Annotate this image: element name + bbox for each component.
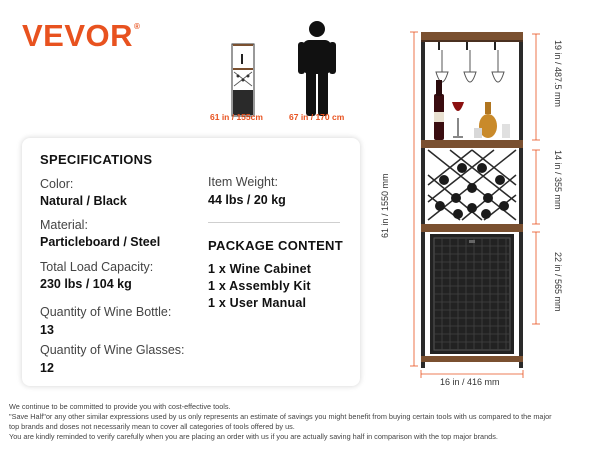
specifications-title: SPECIFICATIONS — [40, 152, 153, 167]
item-weight-value: 44 lbs / 20 kg — [208, 193, 286, 207]
package-content-title: PACKAGE CONTENT — [208, 238, 343, 253]
package-item: 1 x Assembly Kit — [208, 279, 311, 293]
top-section-dimension: 19 in / 487.5 mm — [553, 40, 563, 108]
color-value: Natural / Black — [40, 194, 127, 208]
material-label: Material: — [40, 218, 88, 232]
wine-glass-quantity-label: Quantity of Wine Glasses: — [40, 343, 185, 357]
wine-glass-quantity-value: 12 — [40, 361, 54, 375]
footer-line-1: We continue to be committed to provide you with cost-effective tools. — [9, 402, 231, 411]
package-item: 1 x Wine Cabinet — [208, 262, 312, 276]
brand-name: VEVOR — [22, 18, 134, 53]
footer-line-3: top brands and doses not necessarily mean to cover all categories of tools offered by us. — [9, 422, 295, 431]
wine-bottle-quantity-value: 13 — [40, 323, 54, 337]
person-height-label: 67 in / 170 cm — [289, 112, 345, 122]
cabinet-height-label: 61 in / 155cm — [210, 112, 263, 122]
footer-line-4: You are kindly reminded to verify carefully when you are placing an order with us if you are actually saving half in comparison with the top major brands. — [9, 432, 498, 441]
total-height-dimension: 61 in / 1550 mm — [380, 173, 390, 238]
width-dimension: 16 in / 416 mm — [440, 377, 500, 387]
person-silhouette-icon — [298, 21, 336, 116]
color-label: Color: — [40, 177, 74, 191]
middle-section-dimension: 14 in / 355 mm — [553, 150, 563, 210]
bottom-section-dimension: 22 in / 565 mm — [553, 252, 563, 312]
load-capacity-label: Total Load Capacity: — [40, 260, 154, 274]
registered-mark: ® — [134, 22, 141, 31]
brand-logo — [22, 18, 140, 54]
wine-bottle-decor — [434, 80, 510, 140]
hanging-wine-glasses — [436, 50, 504, 82]
section-divider — [208, 222, 340, 223]
wine-cabinet-product-image — [370, 0, 600, 400]
mini-cabinet-icon — [232, 44, 254, 116]
material-value: Particleboard / Steel — [40, 235, 161, 249]
package-item: 1 x User Manual — [208, 296, 307, 310]
item-weight-label: Item Weight: — [208, 175, 278, 189]
size-comparison-illustration — [200, 20, 360, 120]
wine-bottle-quantity-label: Quantity of Wine Bottle: — [40, 305, 172, 319]
specifications-card — [22, 138, 360, 386]
load-capacity-value: 230 lbs / 104 kg — [40, 277, 132, 291]
footer-line-2: "Save Half"or any other similar expressions used by us only represents an estimate of savings you might benefit from buying certain tools with us compared to the major — [9, 412, 552, 421]
